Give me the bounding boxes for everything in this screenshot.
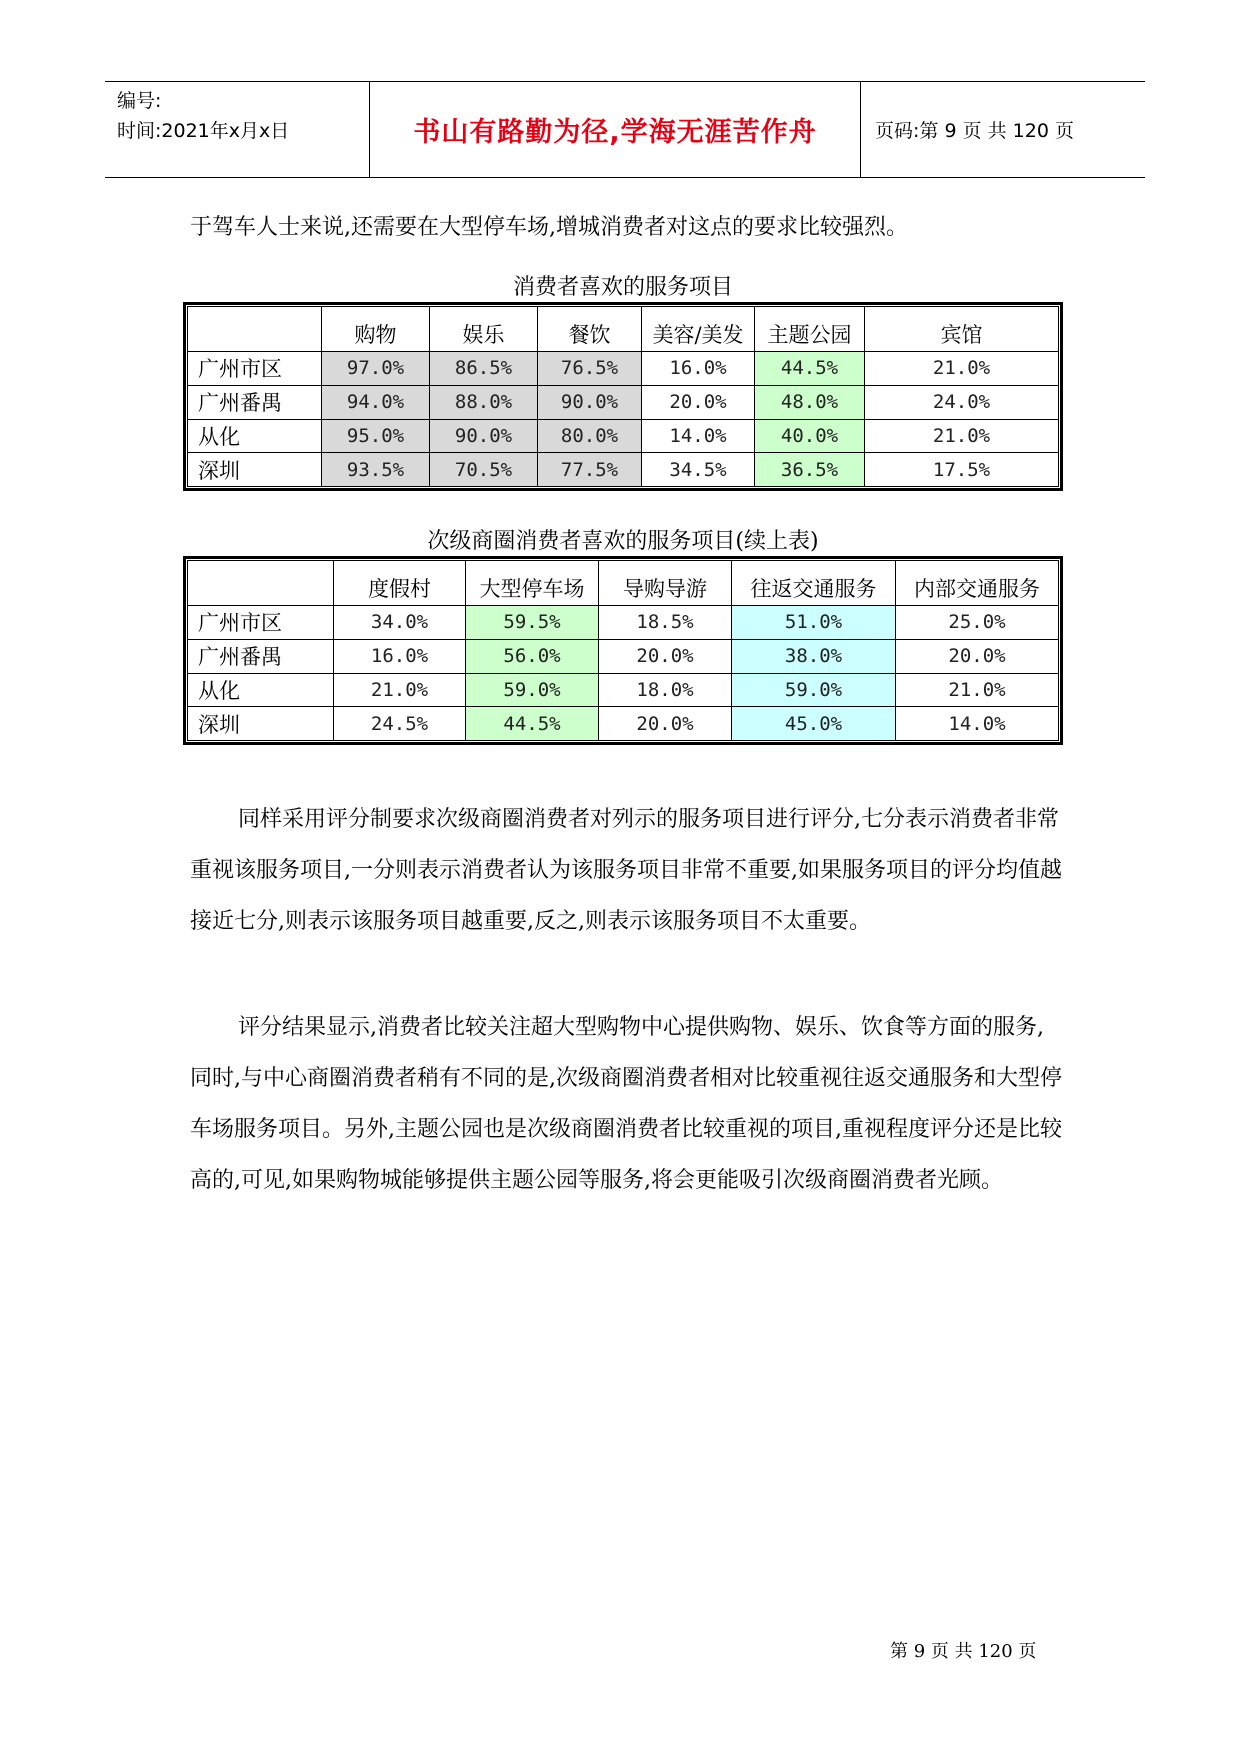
header-cell: 主题公园 — [755, 307, 865, 352]
value-cell: 93.5% — [322, 453, 430, 487]
region-cell: 广州市区 — [188, 606, 334, 640]
value-cell: 76.5% — [538, 352, 642, 386]
region-cell: 深圳 — [188, 453, 322, 487]
header-cell: 餐饮 — [538, 307, 642, 352]
header-cell: 娱乐 — [430, 307, 538, 352]
value-cell: 80.0% — [538, 419, 642, 453]
value-cell: 88.0% — [430, 385, 538, 419]
region-cell: 从化 — [188, 419, 322, 453]
table-header-row — [188, 307, 1059, 352]
value-cell: 25.0% — [896, 606, 1059, 640]
table-row — [188, 419, 1059, 453]
header-cell: 度假村 — [334, 561, 466, 606]
document-number-label: 编号: — [117, 90, 162, 112]
header-cell — [188, 561, 334, 606]
value-cell: 21.0% — [334, 673, 466, 707]
header-cell: 往返交通服务 — [732, 561, 896, 606]
region-cell: 广州市区 — [188, 352, 322, 386]
table-row — [188, 352, 1059, 386]
value-cell: 97.0% — [322, 352, 430, 386]
value-cell: 21.0% — [865, 352, 1059, 386]
value-cell: 24.0% — [865, 385, 1059, 419]
value-cell: 48.0% — [755, 385, 865, 419]
body-paragraph-1: 同样采用评分制要求次级商圈消费者对列示的服务项目进行评分,七分表示消费者非常重视该服务项目,一分则表示消费者认为该服务项目非常不重要,如果服务项目的评分均值越接近七分,则表示该服务项目越重要,反之,则表示该服务项目不太重要。 — [190, 807, 1062, 934]
secondary-service-table — [187, 560, 1059, 741]
header-motto: 书山有路勤为径,学海无涯苦作舟 — [413, 117, 817, 148]
value-cell: 18.0% — [599, 673, 732, 707]
value-cell: 14.0% — [896, 707, 1059, 741]
value-cell: 59.0% — [732, 673, 896, 707]
table-row — [188, 606, 1059, 640]
value-cell: 20.0% — [599, 639, 732, 673]
header-left — [117, 82, 367, 177]
value-cell: 34.0% — [334, 606, 466, 640]
value-cell: 18.5% — [599, 606, 732, 640]
table1-caption: 消费者喜欢的服务项目 — [512, 275, 733, 300]
value-cell: 34.5% — [642, 453, 755, 487]
value-cell: 95.0% — [322, 419, 430, 453]
table2-caption: 次级商圈消费者喜欢的服务项目(续上表) — [427, 529, 819, 554]
document-time-label: 时间:2021年x月x日 — [117, 120, 290, 142]
region-cell: 从化 — [188, 673, 334, 707]
table2-frame — [183, 556, 1063, 745]
region-cell: 深圳 — [188, 707, 334, 741]
table-header-row — [188, 561, 1059, 606]
table1-frame — [183, 302, 1063, 491]
header-cell: 大型停车场 — [466, 561, 599, 606]
value-cell: 38.0% — [732, 639, 896, 673]
table-row — [188, 385, 1059, 419]
body-paragraph-2: 评分结果显示,消费者比较关注超大型购物中心提供购物、娱乐、饮食等方面的服务,同时,与中心商圈消费者稍有不同的是,次级商圈消费者相对比较重视往返交通服务和大型停车场服务项目。另外,主题公园也是次级商圈消费者比较重视的项目,重视程度评分还是比较高的,可见,如果购物城能够提供主题公园等服务,将会更能吸引次级商圈消费者光顾。 — [190, 1015, 1062, 1193]
table-row — [188, 673, 1059, 707]
value-cell: 77.5% — [538, 453, 642, 487]
table-row — [188, 453, 1059, 487]
value-cell: 20.0% — [599, 707, 732, 741]
header-cell: 购物 — [322, 307, 430, 352]
region-cell: 广州番禺 — [188, 639, 334, 673]
value-cell: 17.5% — [865, 453, 1059, 487]
value-cell: 56.0% — [466, 639, 599, 673]
page-footer: 第 9 页 共 120 页 — [890, 1641, 1037, 1662]
header-page-info: 页码:第 9 页 共 120 页 — [875, 120, 1074, 142]
value-cell: 94.0% — [322, 385, 430, 419]
value-cell: 16.0% — [334, 639, 466, 673]
header-motto-cell — [369, 82, 861, 177]
value-cell: 20.0% — [642, 385, 755, 419]
region-cell: 广州番禺 — [188, 385, 322, 419]
value-cell: 70.5% — [430, 453, 538, 487]
value-cell: 51.0% — [732, 606, 896, 640]
table-row — [188, 639, 1059, 673]
value-cell: 86.5% — [430, 352, 538, 386]
header-cell: 美容/美发 — [642, 307, 755, 352]
value-cell: 21.0% — [896, 673, 1059, 707]
header-cell: 宾馆 — [865, 307, 1059, 352]
value-cell: 24.5% — [334, 707, 466, 741]
table-row — [188, 707, 1059, 741]
value-cell: 40.0% — [755, 419, 865, 453]
body-top-line: 于驾车人士来说,还需要在大型停车场,增城消费者对这点的要求比较强烈。 — [190, 215, 908, 240]
header-cell: 内部交通服务 — [896, 561, 1059, 606]
value-cell: 44.5% — [755, 352, 865, 386]
value-cell: 45.0% — [732, 707, 896, 741]
value-cell: 90.0% — [538, 385, 642, 419]
header-cell — [188, 307, 322, 352]
value-cell: 36.5% — [755, 453, 865, 487]
value-cell: 14.0% — [642, 419, 755, 453]
value-cell: 16.0% — [642, 352, 755, 386]
service-preference-table — [187, 306, 1059, 487]
page-header — [105, 81, 1145, 178]
value-cell: 59.0% — [466, 673, 599, 707]
header-cell: 导购导游 — [599, 561, 732, 606]
value-cell: 90.0% — [430, 419, 538, 453]
value-cell: 21.0% — [865, 419, 1059, 453]
value-cell: 59.5% — [466, 606, 599, 640]
value-cell: 44.5% — [466, 707, 599, 741]
value-cell: 20.0% — [896, 639, 1059, 673]
